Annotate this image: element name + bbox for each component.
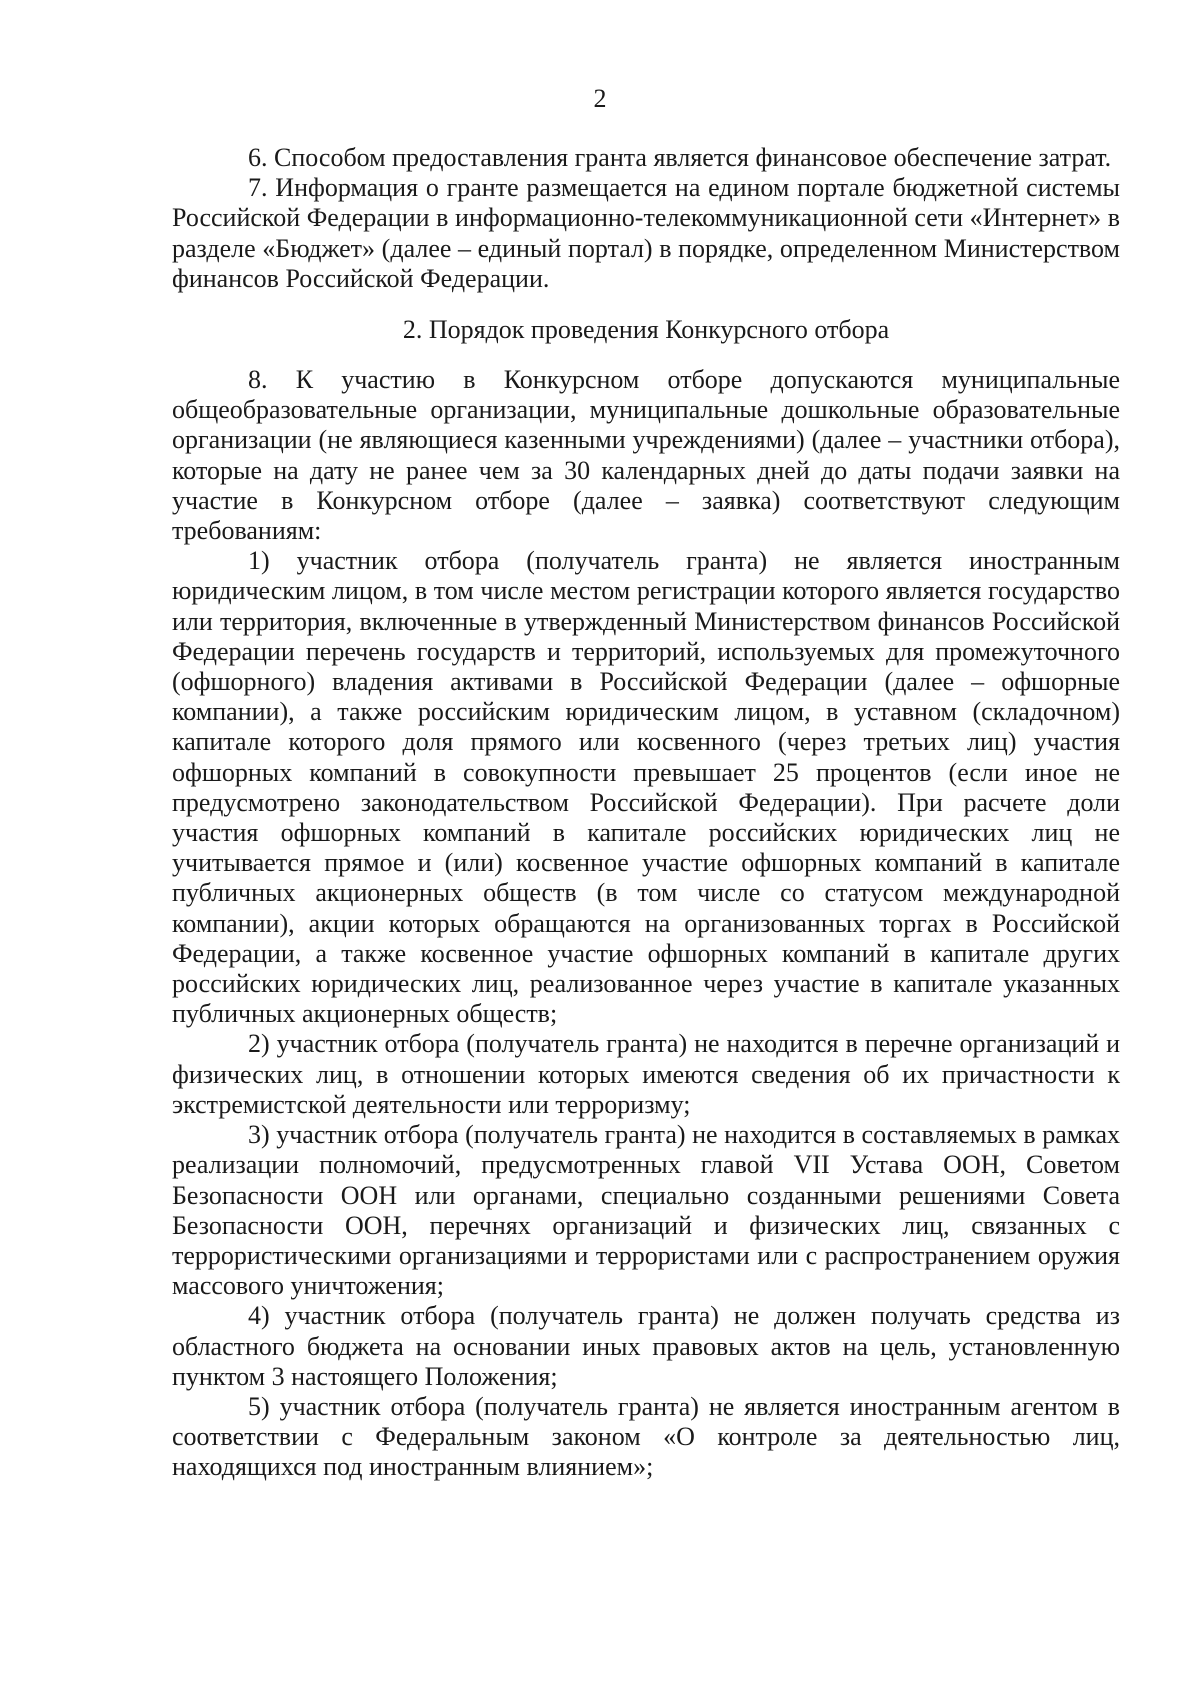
requirement-3: 3) участник отбора (получатель гранта) не находится в составляемых в рамках реализации полномочий, предусмотренных главой VII Устава ООН, Советом Безопасности ООН или органами, специально созданными решениями Совета Безопасности ООН, перечнях организаций и физических лиц, связанных с террористическими организациями и террористами или с распространением оружия массового уничтожения;: [172, 1120, 1120, 1301]
paragraph-8: 8. К участию в Конкурсном отборе допускаются муниципальные общеобразовательные организации, муниципальные дошкольные образовательные организации (не являющиеся казенными учреждениями) (далее – участники отбора), которые на дату не ранее чем за 30 календарных дней до даты подачи заявки на участие в Конкурсном отборе (далее – заявка) соответствуют следующим требованиям:: [172, 365, 1120, 546]
paragraph-7: 7. Информация о гранте размещается на едином портале бюджетной системы Российской Федерации в информационно-телекоммуникационной сети «Интернет» в разделе «Бюджет» (далее – единый портал) в порядке, определенном Министерством финансов Российской Федерации.: [172, 173, 1120, 293]
requirement-4: 4) участник отбора (получатель гранта) не должен получать средства из областного бюджета на основании иных правовых актов на цель, установленную пунктом 3 настоящего Положения;: [172, 1301, 1120, 1391]
requirement-2: 2) участник отбора (получатель гранта) не находится в перечне организаций и физических лиц, в отношении которых имеются сведения об их причастности к экстремистской деятельности или терроризму;: [172, 1029, 1120, 1119]
paragraph-6: 6. Способом предоставления гранта является финансовое обеспечение затрат.: [248, 143, 1112, 172]
requirement-1: 1) участник отбора (получатель гранта) не является иностранным юридическим лицом, в том числе местом регистрации которого является государство или территория, включенные в утвержденный Министерством финансов Российской Федерации перечень государств и территорий, используемых для промежуточного (офшорного) владения активами в Российской Федерации (далее – офшорные компании), а также российским юридическим лицом, в уставном (складочном) капитале которого доля прямого или косвенного (через третьих лиц) участия офшорных компаний в совокупности превышает 25 процентов (если иное не предусмотрено законодательством Российской Федерации). При расчете доли участия офшорных компаний в капитале российских юридических лиц не учитывается прямое и (или) косвенное участие офшорных компаний в капитале публичных акционерных обществ (в том числе со статусом международной компании), акции которых обращаются на организованных торгах в Российской Федерации, а также косвенное участие офшорных компаний в капитале других российских юридических лиц, реализованное через участие в капитале указанных публичных акционерных обществ;: [172, 546, 1120, 1029]
document-body: [172, 143, 1120, 1483]
requirement-5: 5) участник отбора (получатель гранта) не является иностранным агентом в соответствии с Федеральным законом «О контроле за деятельностью лиц, находящихся под иностранным влиянием»;: [172, 1391, 1120, 1482]
section-heading: 2. Порядок проведения Конкурсного отбора: [402, 315, 890, 345]
page-number: 2: [593, 84, 607, 113]
